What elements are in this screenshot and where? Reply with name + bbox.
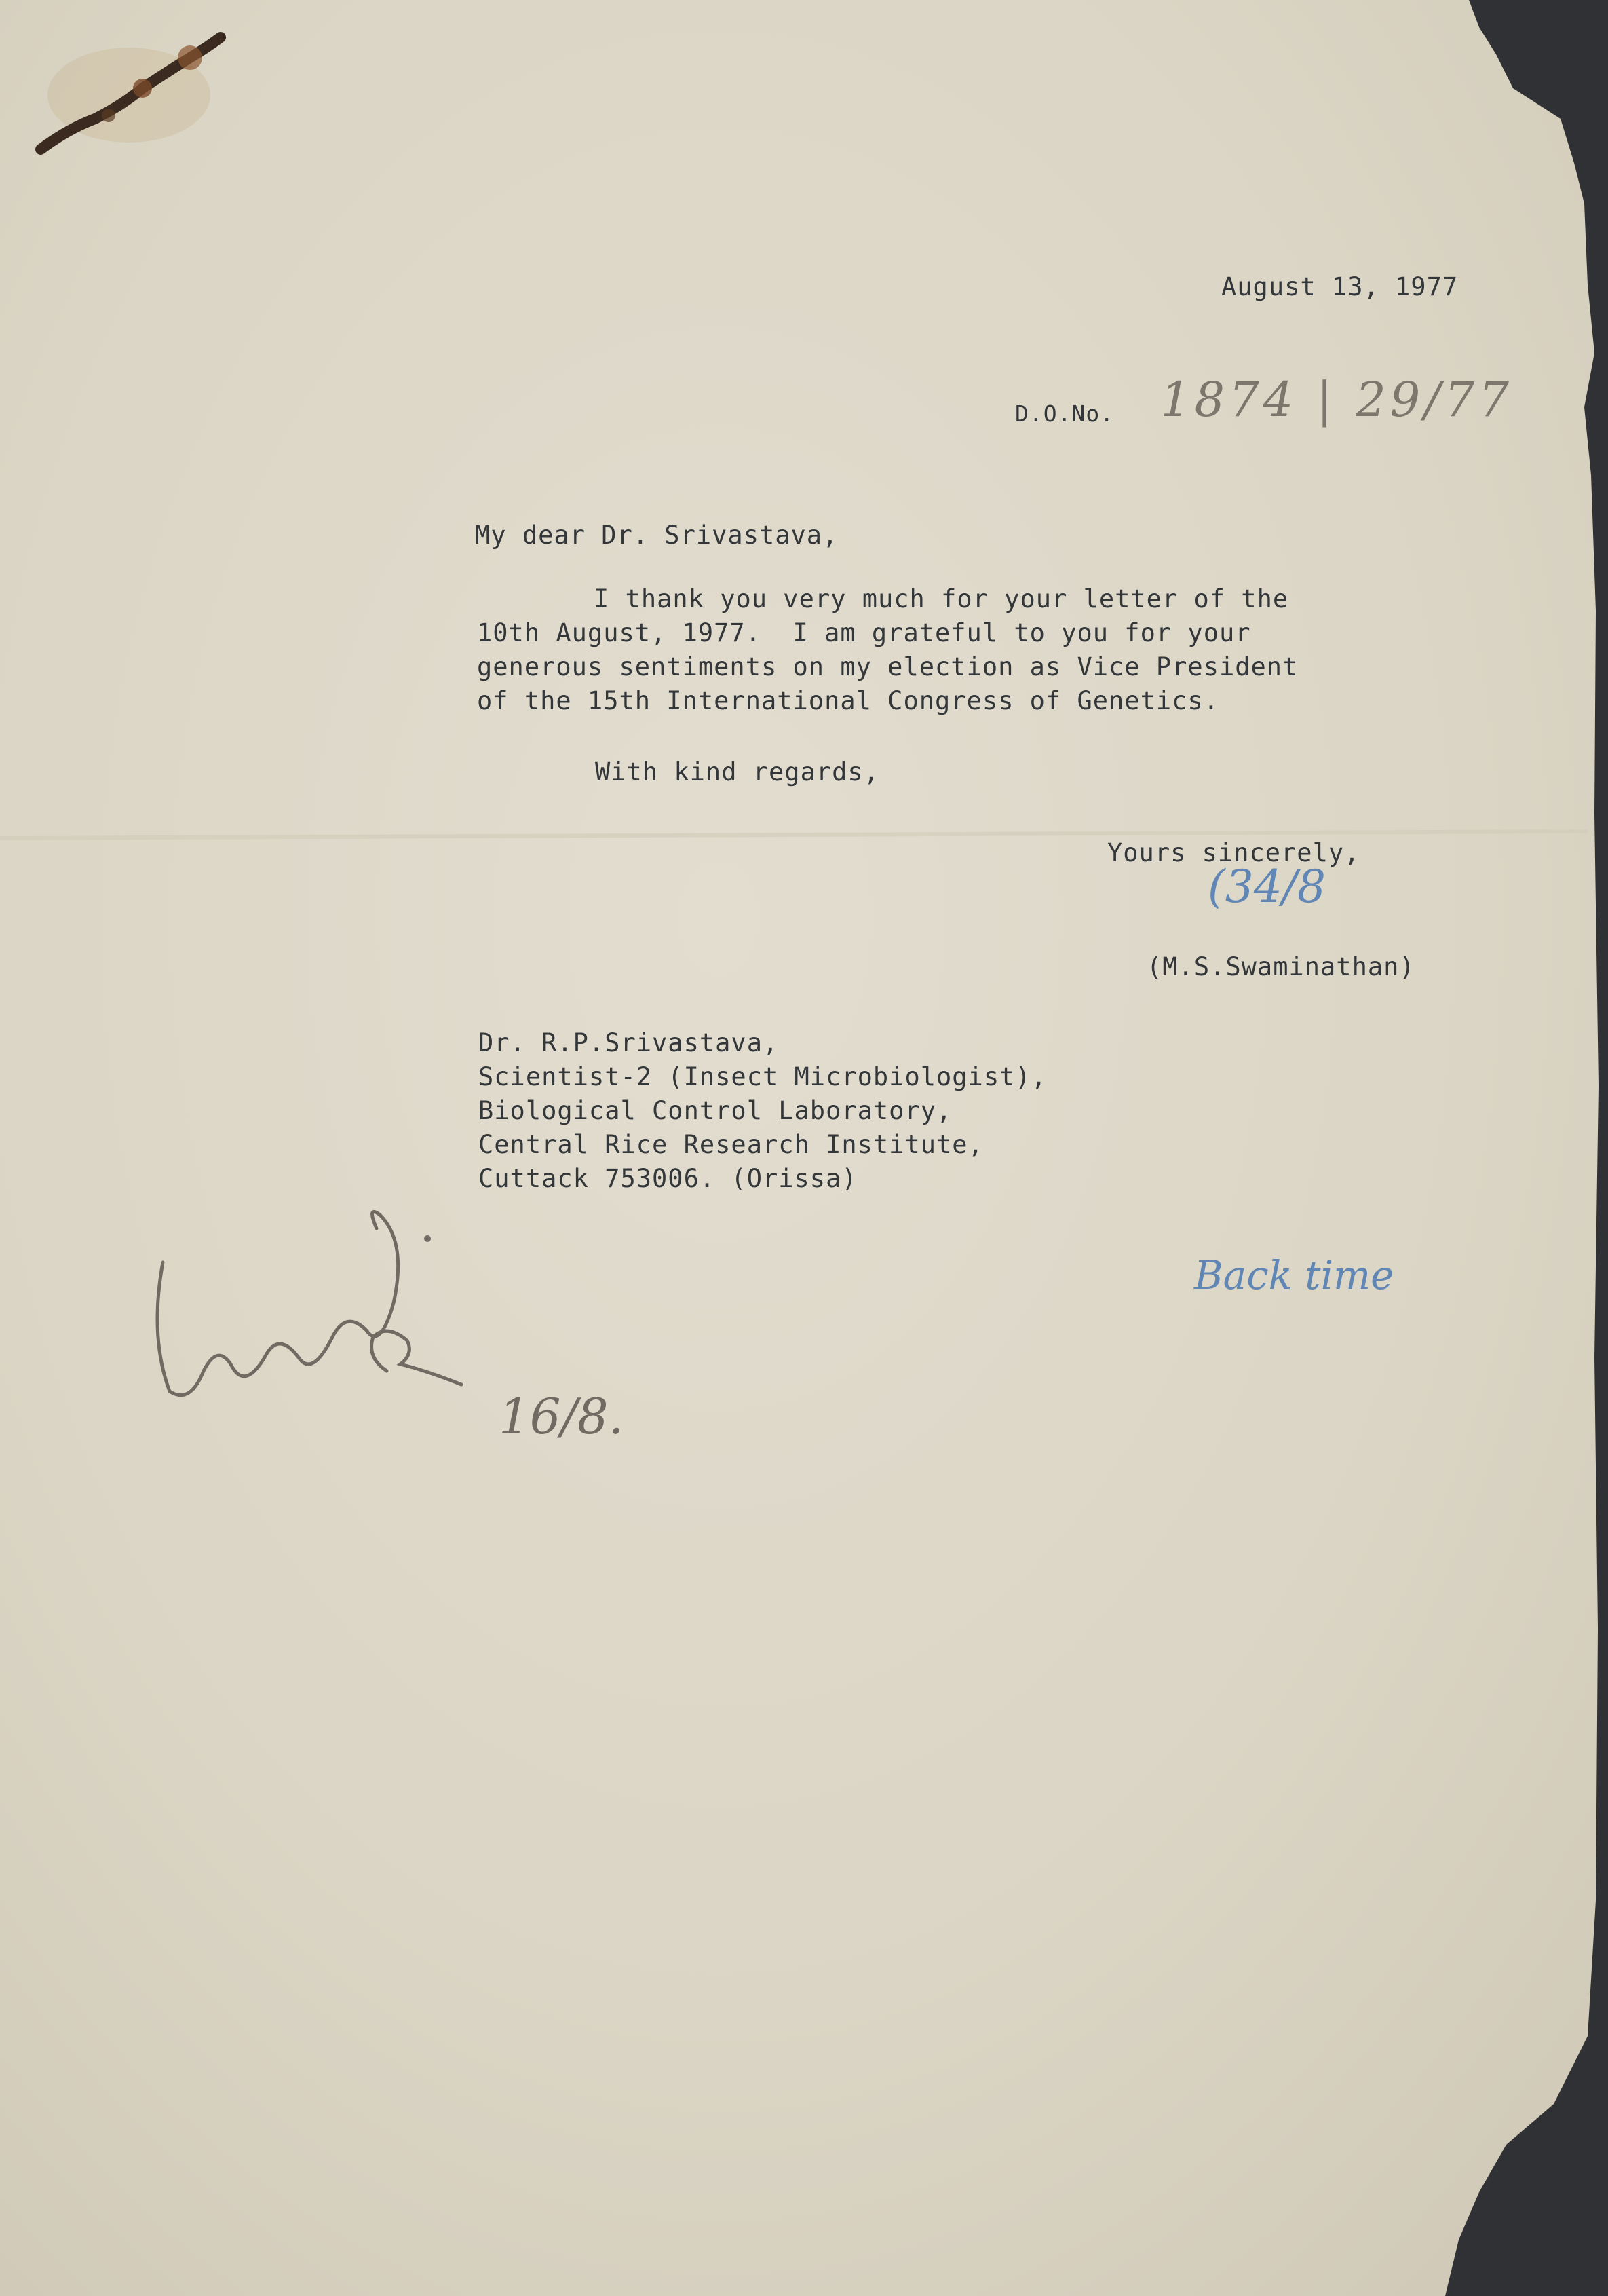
issued-scrawl: [142, 1201, 495, 1500]
recipient-line: Dr. R.P.Srivastava,: [478, 1028, 779, 1057]
recipient-line: Central Rice Research Institute,: [478, 1130, 984, 1159]
body-line: generous sentiments on my election as Vice President: [477, 652, 1299, 681]
letter-body: [477, 582, 1298, 718]
closing-regards: With kind regards,: [595, 757, 879, 787]
do-number-label: D.O.No.: [1015, 400, 1115, 427]
letter-date: August 13, 1977: [1221, 272, 1459, 301]
body-line: 10th August, 1977. I am grateful to you for your: [477, 618, 1251, 647]
valediction: Yours sincerely,: [1107, 838, 1360, 867]
signatory-name: (M.S.Swaminathan): [1147, 952, 1415, 981]
staple-stain: [27, 20, 231, 170]
body-line: I thank you very much for your letter of the: [594, 584, 1289, 614]
body-line: of the 15th International Congress of Genetics.: [477, 686, 1219, 715]
recipient-line: Scientist-2 (Insect Microbiologist),: [478, 1062, 1047, 1091]
salutation: My dear Dr. Srivastava,: [475, 521, 839, 550]
recipient-line: Biological Control Laboratory,: [478, 1096, 953, 1125]
recipient-line: Cuttack 753006. (Orissa): [478, 1164, 858, 1193]
do-number-handwritten: 1874 | 29/77: [1160, 372, 1513, 428]
recipient-address: [478, 1026, 1047, 1196]
issued-date: 16/8.: [499, 1388, 624, 1445]
signature-initials: (34/8: [1208, 861, 1326, 913]
back-time-note: Back time: [1194, 1252, 1394, 1298]
